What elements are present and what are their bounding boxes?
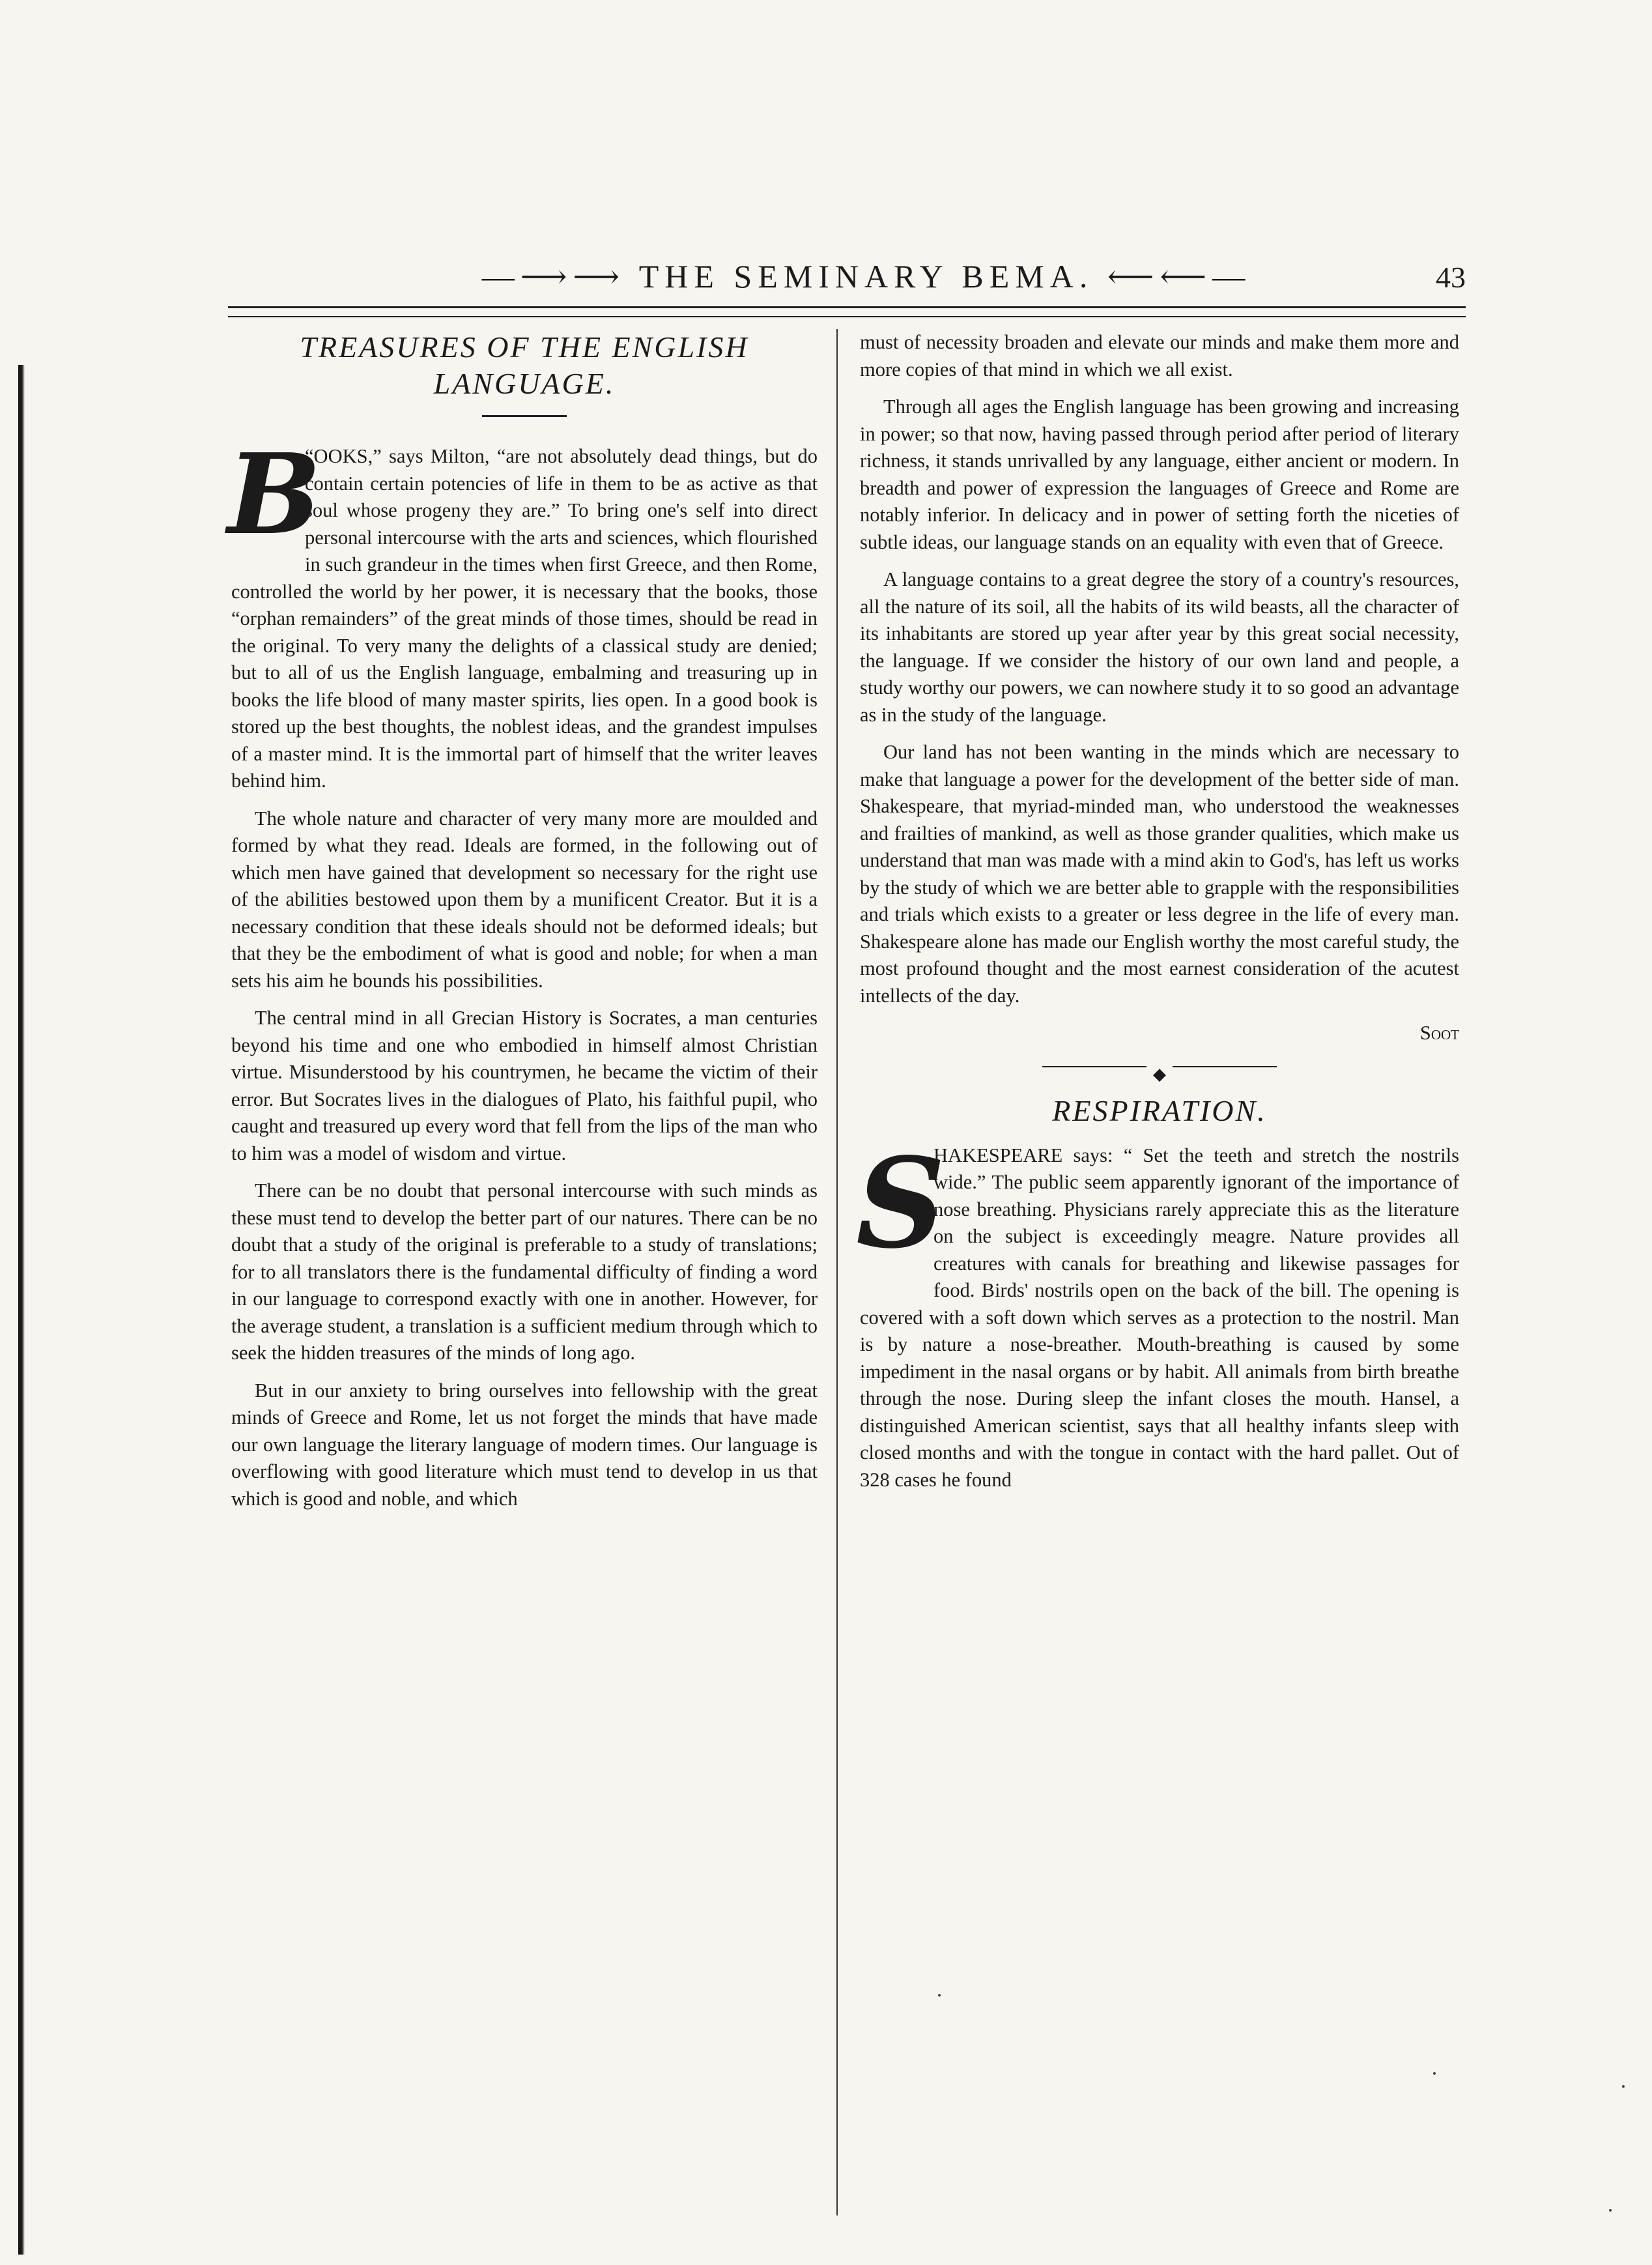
paragraph-text: HAKESPEARE says: “ Set the teeth and stretch the nostrils wide.” The public seem apparently ignorant of the importance of nose breathing. Physicians rarely appreciate this as the literature on the subject is exceedingly meagre. Nature provides all creatures with canals for breathing and likewise passages for food. Birds' nostrils open on the back of the bill. The opening is covered with a soft down which serves as a protection to the nostril. Man is by nature a nose-breather. Mouth-breathing is caused by some impediment in the nasal organs or by habit. All animals from birth breathe through the nose. During sleep the infant closes the mouth. Hansel, a distinguished American scientist, says that all healthy infants sleep with closed months and with the tongue in contact with the hard pallet. Out of 328 cases he found [860,1144,1459,1491]
title-rule [482,415,567,417]
page-header [228,257,1466,303]
author-signature: Soot [1419,1022,1459,1044]
print-speck [1609,2209,1612,2212]
divider-line-right [1173,1066,1277,1067]
paragraph-5: But in our anxiety to bring ourselves into fellowship with the great minds of Greece and Rome, let us not forget the minds that have made our own language the literary language of modern times. Our language is overflowing with good literature which must tend to develop in us that which is good and noble, and which [231,1379,818,1510]
continuation-paragraph-4: Our land has not been wanting in the minds which are necessary to make that language a power for the development of the better side of man. Shakespeare, that myriad-minded man, who understood the weaknesses and frailties of mankind, as well as those grander qualities, which make us understand that man was made with a mind akin to God's, has left us works by the study of which we are better able to grapple with the responsibilities and trials which exists to a greater or less degree in the life of every man. Shakespeare alone has made our English worthy the most careful study, the most profound thought and the most earnest consideration of the acutest intellects of the day. [860,741,1459,1007]
print-speck [938,1994,941,1997]
diamond-ornament-icon: ◆ [1153,1064,1166,1084]
header-double-rule [228,306,1466,317]
paragraph-text: “OOKS,” says Milton, “are not absolutely dead things, but do contain certain potencies of life in them to be as active as that soul whose progeny they are.” To bring one's self into direct personal intercourse with the arts and sciences, which flourished in such grandeur in the times when first Greece, and then Rome, controlled the world by her power, it is necessary that the books, those “orphan remainders” of the great minds of those times, should be read in the original. To very many the delights of a classical study are denied; but to all of us the English language, embalming and treasuring up in books the life blood of many master spirits, lies open. In a good book is stored up the best thoughts, the noblest ideas, and the grandest impulses of a master mind. It is the immortal part of himself that the writer leaves behind him. [231,445,818,792]
print-speck [1433,2072,1436,2075]
left-column [227,329,818,1523]
article-title-respiration: RESPIRATION. [1052,1093,1267,1127]
ornamental-dropcap: B [227,429,321,560]
print-speck [1622,2085,1625,2088]
running-head: —⟶⟶ THE SEMINARY BEMA. ⟵⟵— [481,258,1251,295]
column-divider [836,329,838,2215]
paragraph-1 [227,429,818,795]
ornamental-dropcap: S [856,1130,946,1276]
paragraph-2: The whole nature and character of very many more are moulded and formed by what they read. Ideals are formed, in the following out of which men have gained that development so necessary for the right use of the abilities bestowed upon them by a munificent Creator. But it is a necessary condition that these ideals should not be deformed ideals; but that they be the embodiment of what is good and noble; for when a man sets his aim he bounds his possibilities. [231,807,818,992]
respiration-paragraph-1 [856,1130,1459,1494]
continuation-paragraph-3: A language contains to a great degree the story of a country's resources, all the nature of its soil, all the habits of its wild beasts, all the character of its inhabitants are stored up year after year by this great social necessity, the language. If we consider the history of our own land and people, a study worthy our powers, we can nowhere study it to so good an advantage as in the study of the language. [860,568,1459,726]
divider-line-left [1042,1066,1146,1067]
paragraph-3: The central mind in all Grecian History is Socrates, a man centuries beyond his time and one who embodied in himself almost Christian virtue. Misunderstood by his countrymen, he became the victim of their error. But Socrates lives in the dialogues of Plato, his faithful pupil, who caught and treasured up every word that fell from the lips of the man who to him was a model of wisdom and virtue. [231,1007,818,1164]
right-column [856,329,1459,1504]
article-title-treasures: TREASURES OF THE ENGLISH LANGUAGE. [300,330,749,400]
page-number: 43 [1436,261,1466,294]
binding-edge-shadow [18,365,25,2255]
continuation-paragraph-1: must of necessity broaden and elevate our minds and make them more and more copies of that mind in which we all exist. [860,331,1459,381]
paragraph-4: There can be no doubt that personal intercourse with such minds as these must tend to develop the better part of our natures. There can be no doubt that a study of the original is preferable to a study of translations; for to all translators there is the fundamental difficulty of finding a word in our language to correspond exactly with one in another. However, for the average student, a translation is a sufficient medium through which to seek the hidden treasures of the minds of long ago. [231,1179,818,1364]
continuation-paragraph-2: Through all ages the English language has been growing and increasing in power; so that now, having passed through period after period of literary richness, it stands unrivalled by any language, either ancient or modern. In breadth and power of expression the languages of Greece and Rome are notably inferior. In delicacy and in power of setting forth the niceties of subtle ideas, our language stands on an equality with even that of Greece. [860,396,1459,553]
ornament-divider [1042,1060,1277,1084]
